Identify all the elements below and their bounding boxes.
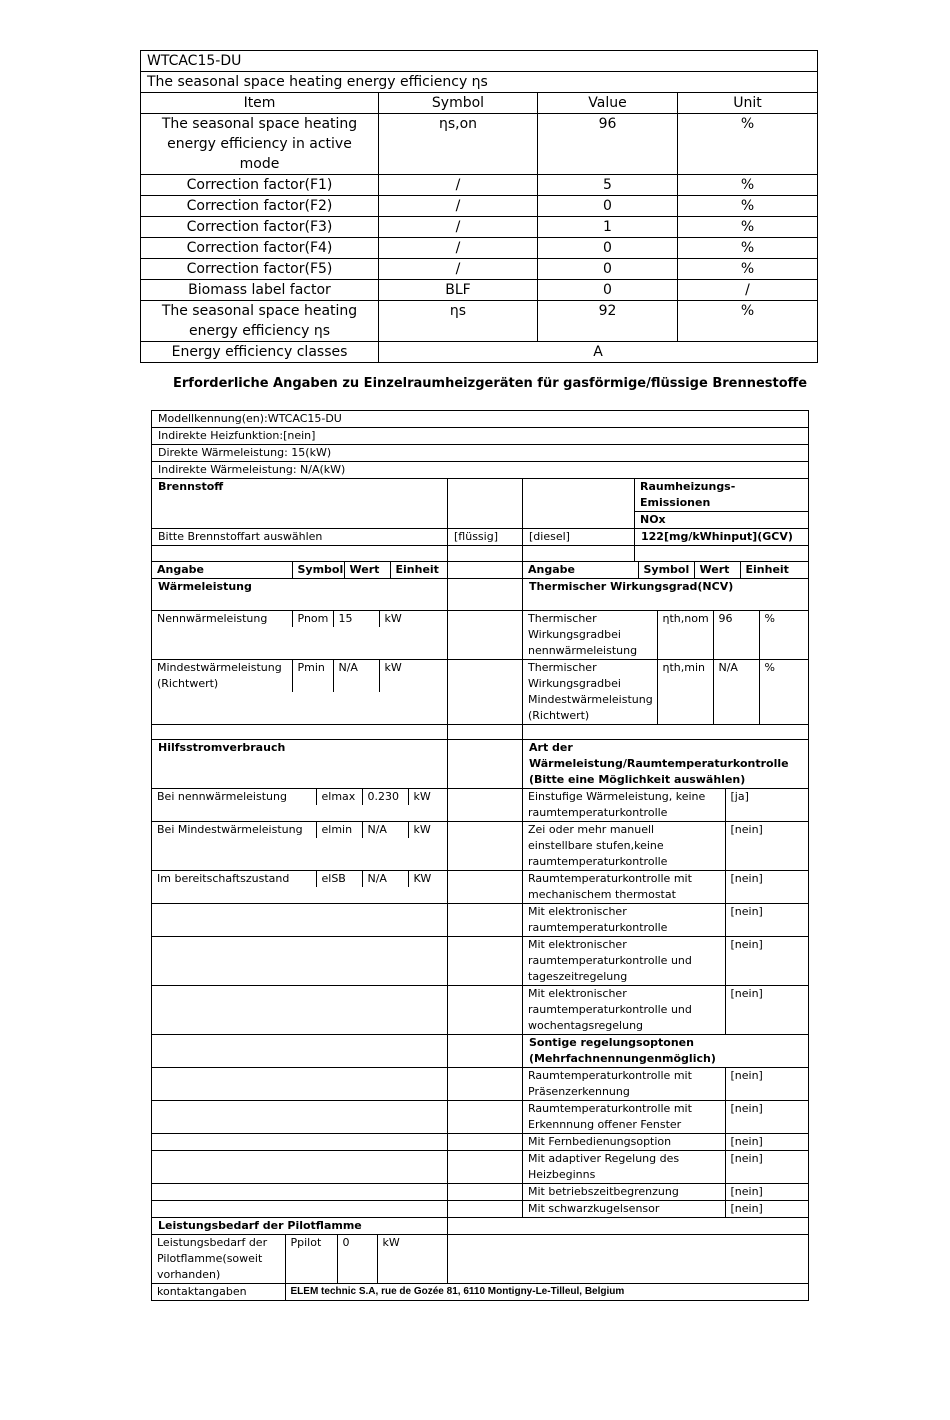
nenn-value: 15 <box>333 611 379 627</box>
direct-output-line: Direkte Wärmeleistung: 15(kW) <box>152 445 809 462</box>
item-cell: Correction factor(F4) <box>141 238 379 259</box>
symbol-cell: ηs <box>379 301 538 342</box>
col-wert-right: Wert <box>694 562 740 578</box>
control-option-value: [nein] <box>725 986 808 1034</box>
art-title: Art der Wärmeleistung/Raumtemperaturkontrolle (Bitte eine Möglichkeit auswählen) <box>523 740 809 789</box>
unit-cell: % <box>678 196 818 217</box>
symbol-cell: / <box>379 259 538 280</box>
control-option-value: [nein] <box>725 871 808 903</box>
min-label: Mindestwärmeleistung (Richtwert) <box>157 661 282 690</box>
table-row <box>141 259 818 280</box>
indirect-function-line: Indirekte Heizfunktion:[nein] <box>152 428 809 445</box>
control-option-label: Einstufige Wärmeleistung, keine raumtemperaturkontrolle <box>528 790 706 819</box>
other-option-label: Raumtemperaturkontrolle mit Erkennnung offener Fenster <box>528 1102 692 1131</box>
value-cell: 1 <box>538 217 678 238</box>
pilot-value: 0 <box>337 1235 377 1283</box>
item-cell: Correction factor(F2) <box>141 196 379 217</box>
col-einheit-right: Einheit <box>740 562 808 578</box>
sonstige-title: Sontige regelungsoptonen (Mehrfachnennungenmöglich) <box>523 1035 809 1068</box>
emissions-title: Raumheizungs-Emissionen <box>635 479 808 512</box>
contact-value: ELEM technic S.A, rue de Gozée 81, 6110 Montigny-Le-Tilleul, Belgium <box>285 1284 808 1300</box>
aux-unit: KW <box>408 871 447 887</box>
section-heading: Erforderliche Angaben zu Einzelraumheizgeräten für gasförmige/flüssige Brennestoffe <box>173 376 808 391</box>
table-row <box>141 280 818 301</box>
pilot-label: Leistungsbedarf der Pilotflamme(soweit vorhanden) <box>157 1236 268 1281</box>
other-option-label: Mit betriebszeitbegrenzung <box>528 1185 679 1198</box>
fuel-prompt: Bitte Brennstoffart auswählen <box>152 529 448 546</box>
eff-nom-symbol: ηth,nom <box>657 611 713 659</box>
brennstoff-label: Brennstoff <box>152 479 448 529</box>
control-option-label: Mit elektronischer raumtemperaturkontrolle <box>528 905 668 934</box>
other-option-value: [nein] <box>725 1101 808 1133</box>
symbol-cell: ηs,on <box>379 114 538 175</box>
classes-label: Energy efficiency classes <box>141 342 379 363</box>
control-option-value: [nein] <box>725 822 808 870</box>
value-cell: 0 <box>538 238 678 259</box>
col-angabe-right: Angabe <box>528 563 575 576</box>
control-option-value: [nein] <box>725 904 808 936</box>
control-option-label: Zei oder mehr manuell einstellbare stufen,keine raumtemperaturkontrolle <box>528 823 668 868</box>
aux-unit: kW <box>408 789 447 805</box>
aux-label: Im bereitschaftszustand <box>157 872 290 885</box>
value-cell: 0 <box>538 280 678 301</box>
col-symbol-right: Symbol <box>638 562 694 578</box>
eff-min-value: N/A <box>713 660 759 724</box>
unit-cell: % <box>678 301 818 342</box>
other-option-value: [nein] <box>725 1184 808 1200</box>
table-subtitle: The seasonal space heating energy efficiency ηs <box>141 72 818 93</box>
contact-label: kontaktangaben <box>157 1285 247 1298</box>
item-cell: Correction factor(F1) <box>141 175 379 196</box>
other-option-label: Mit adaptiver Regelung des Heizbeginns <box>528 1152 680 1181</box>
control-option-label: Mit elektronischer raumtemperaturkontrolle und tageszeitregelung <box>528 938 692 983</box>
thermal-eff-title: Thermischer Wirkungsgrad(NCV) <box>523 579 809 611</box>
model-id: WTCAC15-DU <box>141 51 818 72</box>
col-angabe: Angabe <box>157 563 204 576</box>
unit-cell: % <box>678 217 818 238</box>
unit-cell: % <box>678 238 818 259</box>
unit-cell: % <box>678 259 818 280</box>
fuel-type: [flüssig] <box>448 529 523 546</box>
other-option-value: [nein] <box>725 1201 808 1217</box>
other-option-value: [nein] <box>725 1068 808 1100</box>
nox-value: 122[mg/kWhinput](GCV) <box>635 529 809 546</box>
indirect-output-line: Indirekte Wärmeleistung: N/A(kW) <box>152 462 809 479</box>
table-row <box>141 196 818 217</box>
control-option-label: Mit elektronischer raumtemperaturkontrolle und wochentagsregelung <box>528 987 692 1032</box>
nox-label: NOx <box>640 513 666 526</box>
min-value: N/A <box>333 660 379 692</box>
other-option-label: Mit schwarzkugelsensor <box>528 1202 660 1215</box>
aux-value: 0.230 <box>362 789 408 805</box>
eff-min-symbol: ηth,min <box>657 660 713 724</box>
symbol-cell: / <box>379 196 538 217</box>
pilot-title: Leistungsbedarf der Pilotflamme <box>152 1218 448 1235</box>
table-row <box>141 175 818 196</box>
item-cell: The seasonal space heating energy efficiency ηs <box>141 301 379 342</box>
aux-value: N/A <box>362 822 408 838</box>
header-symbol: Symbol <box>379 93 538 114</box>
waermeleistung-label: Wärmeleistung <box>152 579 448 611</box>
symbol-cell: / <box>379 175 538 196</box>
unit-cell: % <box>678 114 818 175</box>
table-row <box>141 301 818 342</box>
eff-min-unit: % <box>759 660 808 724</box>
table-row <box>141 342 818 363</box>
item-cell: Correction factor(F5) <box>141 259 379 280</box>
hilfsstrom-label: Hilfsstromverbrauch <box>152 740 448 789</box>
eff-nom-label: Thermischer Wirkungsgradbei nennwärmeleistung <box>528 612 638 657</box>
aux-symbol: elmax <box>316 789 362 805</box>
pilot-unit: kW <box>377 1235 447 1283</box>
value-cell: 96 <box>538 114 678 175</box>
eff-nom-value: 96 <box>713 611 759 659</box>
unit-cell: % <box>678 175 818 196</box>
other-option-label: Mit Fernbedienungsoption <box>528 1135 672 1148</box>
other-option-label: Raumtemperaturkontrolle mit Präsenzerkennung <box>528 1069 692 1098</box>
efficiency-table <box>140 50 818 363</box>
nenn-symbol: Pnom <box>292 611 333 627</box>
item-cell: Correction factor(F3) <box>141 217 379 238</box>
other-option-value: [nein] <box>725 1151 808 1183</box>
aux-unit: kW <box>408 822 447 838</box>
value-cell: 5 <box>538 175 678 196</box>
item-cell: The seasonal space heating energy efficiency in active mode <box>141 114 379 175</box>
aux-label: Bei Mindestwärmeleistung <box>157 823 303 836</box>
nenn-label: Nennwärmeleistung <box>157 612 268 625</box>
value-cell: 92 <box>538 301 678 342</box>
item-cell: Biomass label factor <box>141 280 379 301</box>
col-wert: Wert <box>344 562 390 578</box>
table-row <box>141 114 818 175</box>
aux-value: N/A <box>362 871 408 887</box>
pilot-symbol: Ppilot <box>285 1235 337 1283</box>
symbol-cell: / <box>379 238 538 259</box>
fuel-name: [diesel] <box>523 529 635 546</box>
other-option-value: [nein] <box>725 1134 808 1150</box>
header-unit: Unit <box>678 93 818 114</box>
symbol-cell: BLF <box>379 280 538 301</box>
nenn-unit: kW <box>379 611 447 627</box>
unit-cell: / <box>678 280 818 301</box>
control-option-value: [nein] <box>725 937 808 985</box>
heater-spec-table <box>151 410 809 1301</box>
header-item: Item <box>141 93 379 114</box>
classes-value: A <box>379 342 818 363</box>
value-cell: 0 <box>538 259 678 280</box>
aux-label: Bei nennwärmeleistung <box>157 790 287 803</box>
min-unit: kW <box>379 660 447 692</box>
value-cell: 0 <box>538 196 678 217</box>
aux-symbol: elmin <box>316 822 362 838</box>
control-option-label: Raumtemperaturkontrolle mit mechanischem thermostat <box>528 872 692 901</box>
aux-symbol: elSB <box>316 871 362 887</box>
table-row <box>141 217 818 238</box>
eff-nom-unit: % <box>759 611 808 659</box>
eff-min-label: Thermischer Wirkungsgradbei Mindestwärmeleistung (Richtwert) <box>528 661 653 722</box>
min-symbol: Pmin <box>292 660 333 692</box>
table-row <box>141 238 818 259</box>
symbol-cell: / <box>379 217 538 238</box>
header-value: Value <box>538 93 678 114</box>
col-symbol: Symbol <box>292 562 344 578</box>
col-einheit: Einheit <box>390 562 447 578</box>
control-option-value: [ja] <box>725 789 808 821</box>
model-line: Modellkennung(en):WTCAC15-DU <box>152 411 809 428</box>
